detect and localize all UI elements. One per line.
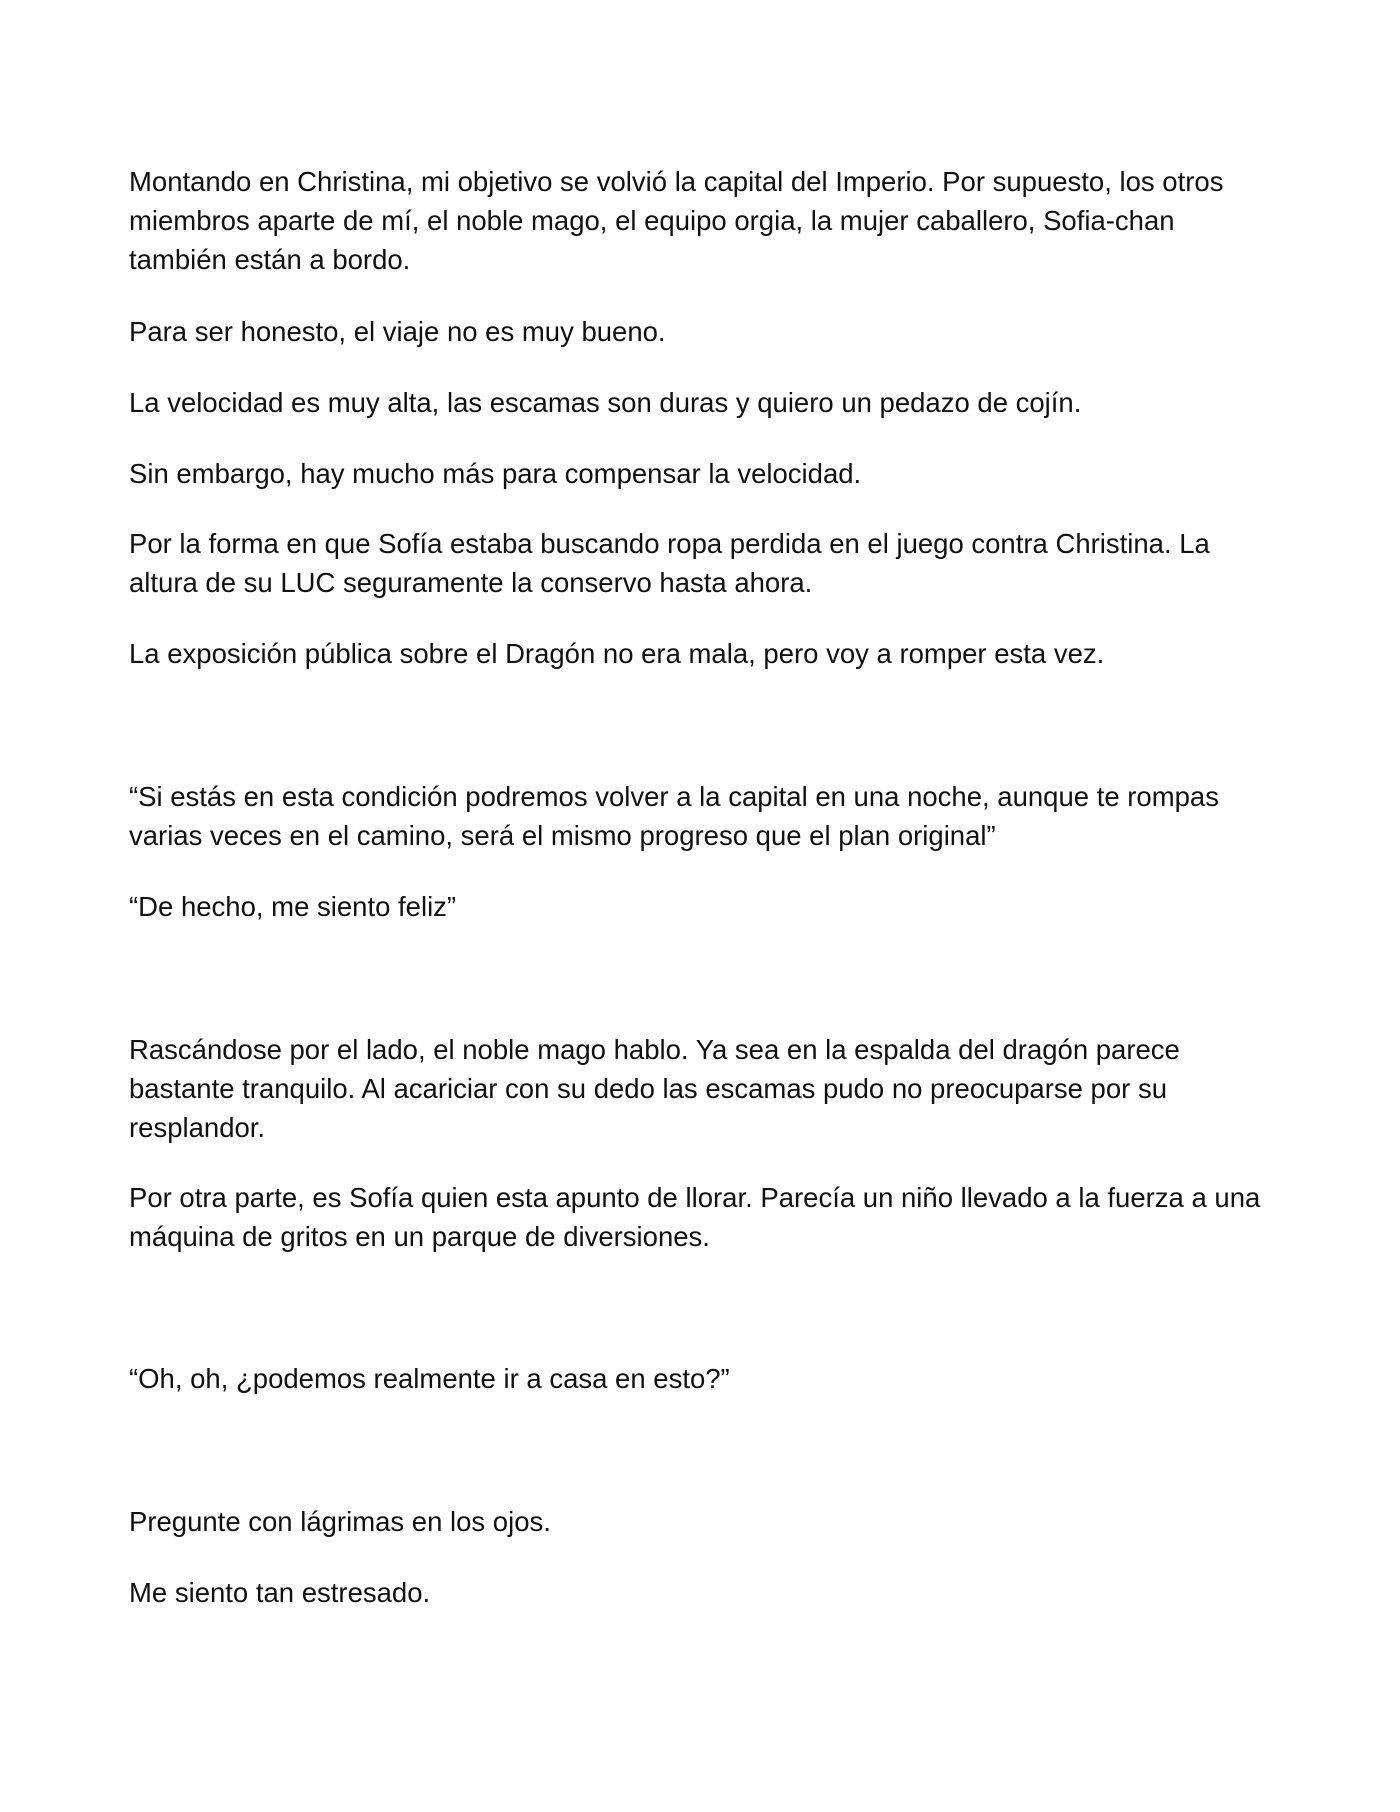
- paragraph: Para ser honesto, el viaje no es muy bueno.: [129, 316, 666, 347]
- paragraph: La velocidad es muy alta, las escamas son duras y quiero un pedazo de cojín.: [129, 387, 1082, 418]
- paragraph: La exposición pública sobre el Dragón no era mala, pero voy a romper esta vez.: [129, 638, 1105, 669]
- paragraph: Sin embargo, hay mucho más para compensar la velocidad.: [129, 458, 862, 489]
- paragraph: “Si estás en esta condición podremos volver a la capital en una noche, aunque te rompas varias veces en el camino, será el mismo progreso que el plan original”: [129, 781, 1219, 851]
- paragraph: Rascándose por el lado, el noble mago hablo. Ya sea en la espalda del dragón parece bastante tranquilo. Al acariciar con su dedo las escamas pudo no preocuparse por su resplandor.: [129, 1034, 1180, 1143]
- paragraph: Por otra parte, es Sofía quien esta apunto de llorar. Parecía un niño llevado a la fuerza a una máquina de gritos en un parque de diversiones.: [129, 1182, 1261, 1252]
- paragraph: Por la forma en que Sofía estaba buscando ropa perdida en el juego contra Christina. La altura de su LUC seguramente la conservo hasta ahora.: [129, 528, 1210, 598]
- paragraph: “De hecho, me siento feliz”: [129, 891, 457, 922]
- paragraph: Montando en Christina, mi objetivo se volvió la capital del Imperio. Por supuesto, los otros miembros aparte de mí, el noble mago, el equipo orgia, la mujer caballero, Sofia-chan también están a bordo.: [129, 166, 1224, 275]
- paragraph: “Oh, oh, ¿podemos realmente ir a casa en esto?”: [129, 1363, 730, 1394]
- paragraph: Pregunte con lágrimas en los ojos.: [129, 1506, 551, 1537]
- paragraph: Me siento tan estresado.: [129, 1577, 431, 1608]
